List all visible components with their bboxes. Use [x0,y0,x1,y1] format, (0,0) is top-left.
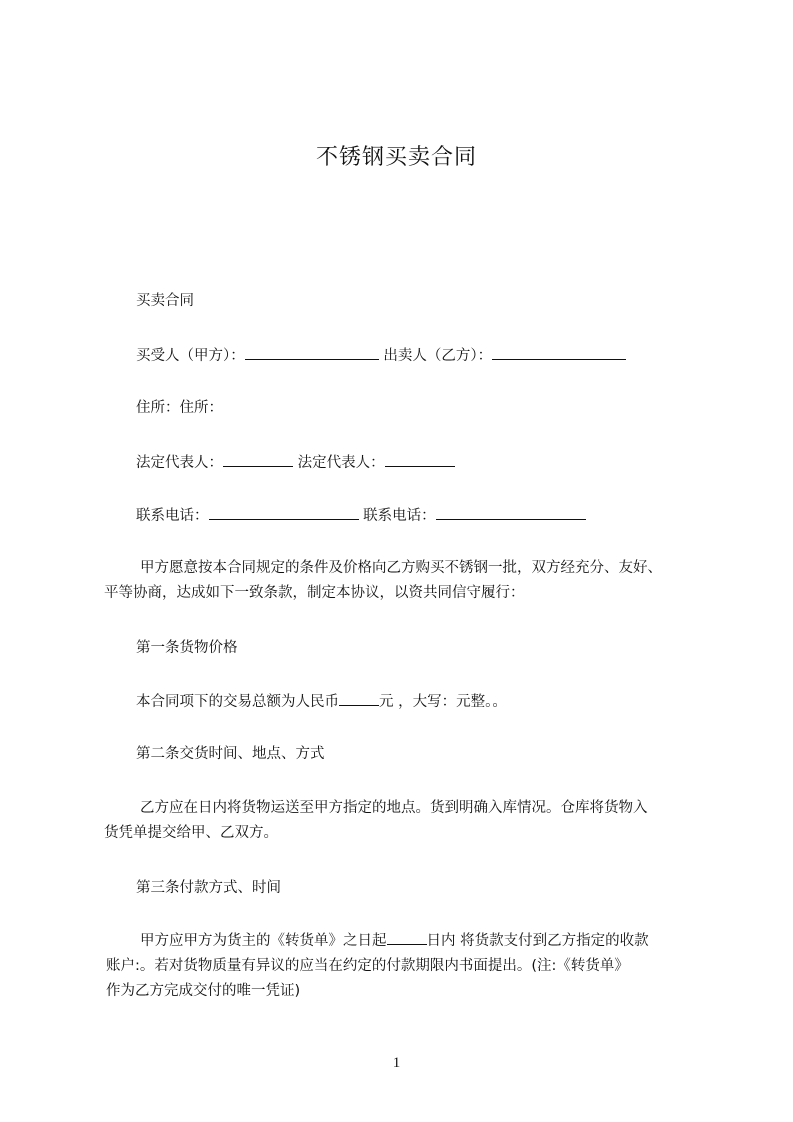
article-3-text-a: 甲方应甲方为货主的《转货单》之日起 [140,933,387,949]
seller-rep-blank [385,452,455,467]
seller-rep-label: 法定代表人： [297,455,385,471]
representative-line [136,452,455,473]
page-number: 1 [392,1055,401,1071]
buyer-rep-blank [223,452,293,467]
buyer-label: 买受人（甲方）： [136,348,245,364]
article-3-paragraph [104,929,724,1004]
total-amount-suffix: 元 ，大写：元整。。 [379,694,507,710]
intro-line: 平等协商，达成如下一致条款，制定本协议，以资共同信守履行： [104,585,525,601]
article-3-heading: 第三条付款方式、时间 [136,880,281,896]
seller-phone-blank [436,505,586,520]
document-title: 不锈钢买卖合同 [315,145,477,170]
address-line: 住所：住所： [136,400,223,416]
total-amount-label: 本合同项下的交易总额为人民币 [136,694,339,710]
article-2-line: 货凭单提交给甲、乙双方。 [104,825,278,841]
contract-subtitle: 买卖合同 [136,293,194,309]
article-3-line: 作为乙方完成交付的唯一凭证) [106,983,301,999]
article-2-line: 乙方应在日内将货物运送至甲方指定的地点。货到明确入库情况。仓库将货物入 [140,800,648,816]
total-amount-blank [339,691,379,706]
article-3-text-b: 日内 将货款支付到乙方指定的收款 [426,933,649,949]
article-3-line [104,929,724,954]
parties-line [136,345,626,366]
article-2-heading: 第二条交货时间、地点、方式 [136,746,325,762]
seller-label: 出卖人（乙方）： [383,348,493,364]
article-1-text [136,691,507,712]
article-2-paragraph [104,796,724,846]
intro-paragraph [104,556,724,606]
article-3-line: 账户:。若对货物质量有异议的应当在约定的付款期限内书面提出。(注:《转货单》 [106,958,629,974]
buyer-phone-label: 联系电话： [136,508,209,524]
article-1-heading: 第一条货物价格 [136,640,238,656]
buyer-rep-label: 法定代表人： [136,455,223,471]
buyer-name-blank [245,345,379,360]
intro-line: 甲方愿意按本合同规定的条件及价格向乙方购买不锈钢一批，双方经充分、友好、 [140,560,662,576]
payment-days-blank [387,930,427,945]
seller-name-blank [492,345,626,360]
seller-phone-label: 联系电话： [363,508,436,524]
phone-line [136,505,586,526]
buyer-phone-blank [209,505,359,520]
